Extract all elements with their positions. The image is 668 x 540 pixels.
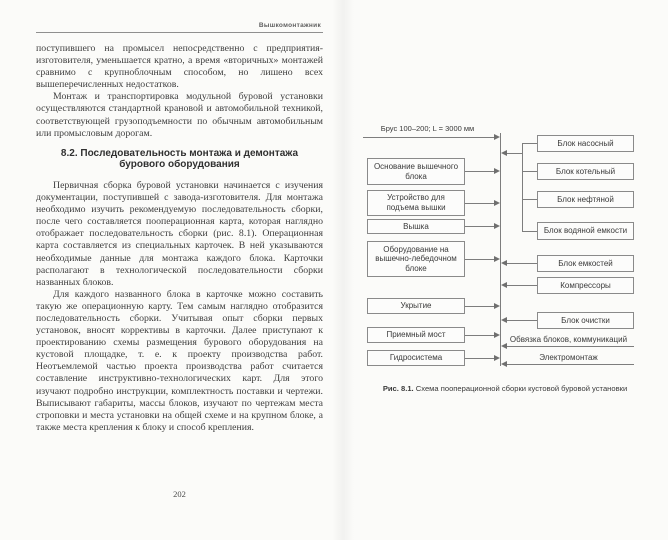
connector-line — [465, 171, 495, 172]
diagram-left-box: Устройство для подъема вышки — [367, 190, 465, 216]
diagram-right-box: Блок очистки — [537, 312, 634, 329]
connector-line — [465, 226, 495, 227]
arrow-head — [494, 355, 500, 361]
arrow-head — [501, 361, 507, 367]
arrow-head — [501, 260, 507, 266]
connector-line — [465, 335, 495, 336]
diagram-right-box: Блок водяной емкости — [537, 222, 634, 240]
connector-line — [465, 259, 495, 260]
running-header: Вышкомонтажник — [258, 22, 321, 29]
connector-line — [507, 364, 634, 365]
dimension-label: Брус 100–200; L = 3000 мм — [380, 124, 475, 133]
diagram-right-box: Блок нефтяной — [537, 191, 634, 208]
text-column — [36, 22, 323, 434]
arrow-head — [494, 168, 500, 174]
diagram-left-box: Гидросистема — [367, 350, 465, 366]
connector-line — [522, 231, 537, 232]
connector-line — [465, 306, 495, 307]
connector-line — [507, 320, 537, 321]
header-rule — [36, 32, 323, 33]
diagram-right-box: Блок насосный — [537, 135, 634, 152]
dimension-line — [363, 137, 494, 138]
arrow-head — [501, 150, 507, 156]
connector-line — [465, 358, 495, 359]
connector-line — [507, 153, 522, 154]
diagram-left-box: Приемный мост — [367, 327, 465, 343]
connector-line — [522, 199, 537, 200]
figure-caption-number: Рис. 8.1. — [382, 384, 414, 393]
connector-line — [507, 346, 634, 347]
arrow-head — [494, 332, 500, 338]
arrow-head — [494, 200, 500, 206]
paragraph-2: Монтаж и транспортировка модульной буровой установки осуществляются стандартной крановой и автомобильной техникой, соответствующей грузоподъемности по обычным автомобильным или промысловым дорогам. — [36, 91, 323, 139]
paragraph-3: Первичная сборка буровой установки начинается с изучения документации, поступившей с завода-изготовителя. Для монтажа необходимо изучить рекомендуемую последовательность сборки, после чего составляется пооперационная карта, которая наглядно отображает последовательность сборки (рис. 8.1). Операционная карта составляется из специальных карточек. В ней указываются необходимые данные для монтажа каждого блока. Карточки располагают в технологической последовательности сборки названных блоков. — [36, 179, 323, 288]
page-gutter-shadow — [332, 0, 354, 540]
arrow-head — [501, 317, 507, 323]
figure-caption — [356, 384, 654, 393]
diagram-left-box: Основание вышечного блока — [367, 158, 465, 185]
diagram-right-box: Компрессоры — [537, 277, 634, 294]
arrow-head — [494, 223, 500, 229]
arrow-head — [494, 303, 500, 309]
diagram-left-box: Укрытие — [367, 298, 465, 314]
arrow-head — [501, 282, 507, 288]
connector-line — [522, 143, 537, 144]
arrow-head — [494, 256, 500, 262]
diagram-left-box: Вышка — [367, 219, 465, 234]
diagram-right-box: Блок емкостей — [537, 255, 634, 272]
connector-line — [522, 171, 537, 172]
bracket-line — [522, 143, 523, 232]
figure-caption-text: Схема пооперационной сборки кустовой буровой установки — [413, 384, 628, 393]
arrow-head — [501, 343, 507, 349]
diagram-left-box: Оборудование на вышечно-лебедочном блоке — [367, 241, 465, 277]
line-label: Обвязка блоков, коммуникаций — [509, 335, 628, 344]
line-label: Электромонтаж — [539, 353, 598, 362]
assembly-spine-line — [500, 133, 501, 366]
paragraph-1: поступившего на промысел непосредственно с предприятия-изготовителя, уменьшается кратно, а время «вторичных» монтажей сравнимо с крупноблочным способом, но лишено всех вышеперечисленных недостатков. — [36, 43, 323, 91]
connector-line — [465, 203, 495, 204]
paragraph-4: Для каждого названного блока в карточке можно составить такую же операционную карту. Тем самым наглядно отобразится последовательность сборки. Учитывая опыт сборки первых установок, вносят коррективы в карточки. Далее приступают к проектированию схемы размещения бурового оборудования на кустовой площадке, т. е. к проекту производства работ. Неотъемлемой частью проекта производства работ считается составление инструктивно-технологических карт. Для этого изучают подробно инструкции, комплектность поставки и чертежи. Выписывают габариты, массы блоков, изучают по чертежам места строповки и места установки на общей схеме и на крупном блоке, а также места крепления к блоку и способ крепления. — [36, 288, 323, 433]
connector-line — [507, 285, 537, 286]
diagram-right-box: Блок котельный — [537, 163, 634, 180]
connector-line — [507, 263, 537, 264]
page-number: 202 — [173, 489, 186, 499]
section-heading: 8.2. Последовательность монтажа и демонтажа бурового оборудования — [60, 147, 299, 171]
body-text — [36, 43, 323, 434]
